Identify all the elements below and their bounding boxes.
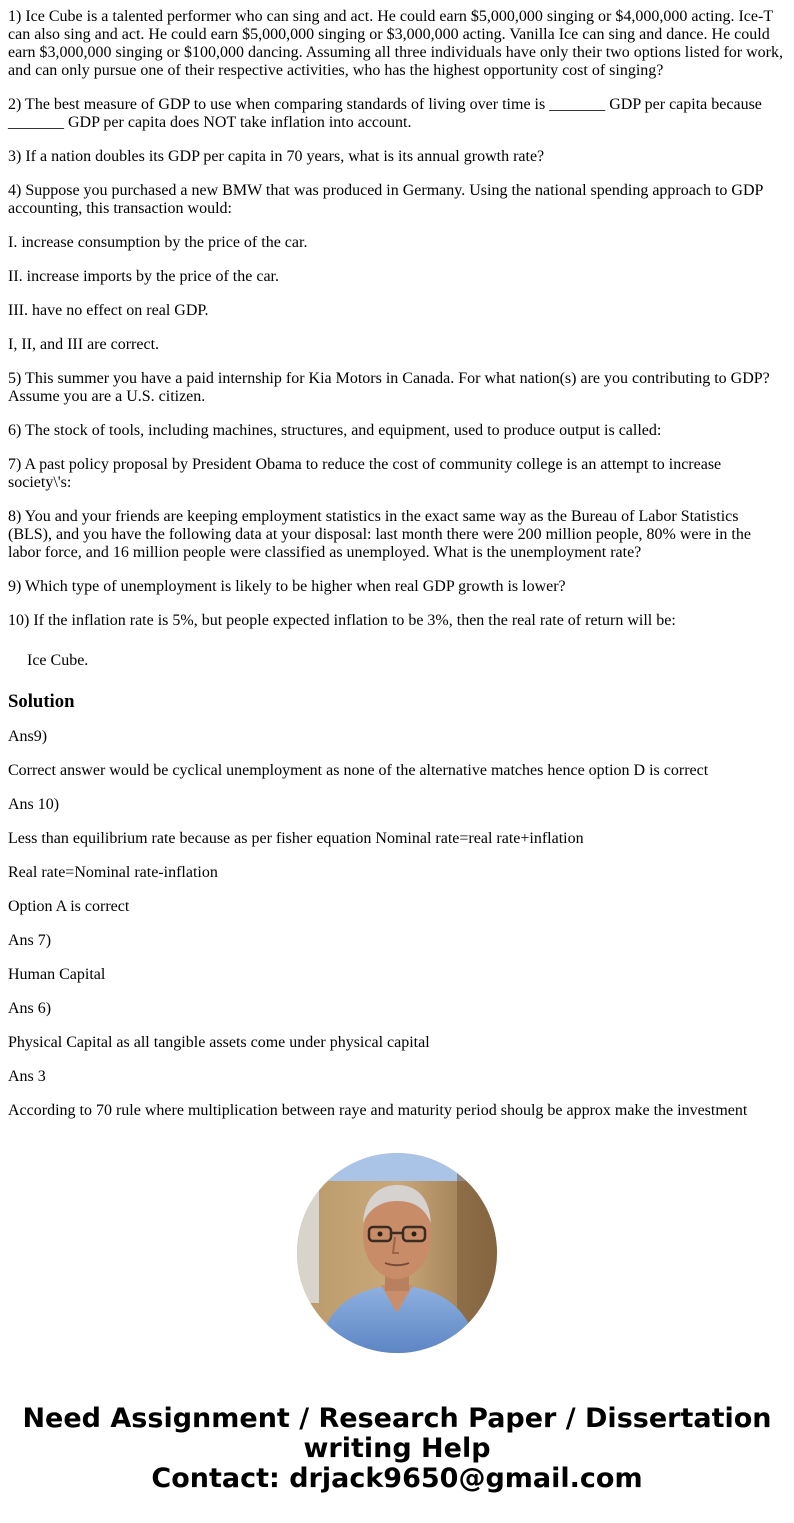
solution-body <box>8 728 786 1120</box>
question-4-statement-1: I. increase consumption by the price of the car. <box>8 234 308 251</box>
answer-10-text: Less than equilibrium rate because as per fisher equation Nominal rate=real rate+inflation <box>8 830 584 847</box>
answer-10-formula: Real rate=Nominal rate-inflation <box>8 864 218 881</box>
question-1: 1) Ice Cube is a talented performer who can sing and act. He could earn $5,000,000 singing or $4,000,000 acting. Ice-T can also sing and act. He could earn $5,000,000 singing or $3,000,000 acting. Vanilla Ice can sing and dance. He could earn $3,000,000 singing or $100,000 dancing. Assuming all three individuals have only their two options listed for work, and can only pursue one of their respective activities, who has the highest opportunity cost of singing? <box>8 8 784 79</box>
question-5: 5) This summer you have a paid internship for Kia Motors in Canada. For what nation(s) are you contributing to GDP? Assume you are a U.S. citizen. <box>8 370 770 405</box>
question-8: 8) You and your friends are keeping employment statistics in the exact same way as the Bureau of Labor Statistics (BLS), and you have the following data at your disposal: last month there were 200 million people, 80% were in the labor force, and 16 million people were classified as unemployed. What is the unemployment rate? <box>8 508 751 561</box>
answer-9-text: Correct answer would be cyclical unemployment as none of the alternative matches hence option D is correct <box>8 762 709 779</box>
answer-10-label: Ans 10) <box>8 796 60 813</box>
answer-3-text: According to 70 rule where multiplication between raye and maturity period shoulg be approx make the investment <box>8 1102 748 1119</box>
answer-3-label: Ans 3 <box>8 1068 46 1085</box>
question-4-statement-2: II. increase imports by the price of the car. <box>8 268 279 285</box>
answer-7-label: Ans 7) <box>8 932 52 949</box>
question-7: 7) A past policy proposal by President Obama to reduce the cost of community college is an attempt to increase society\'s: <box>8 456 722 491</box>
answer-6-text: Physical Capital as all tangible assets come under physical capital <box>8 1034 430 1051</box>
answer-10-option: Option A is correct <box>8 898 130 915</box>
question-list <box>8 8 786 630</box>
answer-6-label: Ans 6) <box>8 1000 52 1017</box>
promo-contact: Contact: drjack9650@gmail.com <box>151 1463 643 1494</box>
question-6: 6) The stock of tools, including machines, structures, and equipment, used to produce output is called: <box>8 422 662 439</box>
question-4-statement-3: III. have no effect on real GDP. <box>8 302 209 319</box>
question-10: 10) If the inflation rate is 5%, but people expected inflation to be 3%, then the real rate of return will be: <box>8 612 676 629</box>
promo-banner <box>0 1404 794 1494</box>
question-2: 2) The best measure of GDP to use when comparing standards of living over time is _______ GDP per capita because _______ GDP per capita does NOT take inflation into account. <box>8 96 762 131</box>
promo-line-1: Need Assignment / Research Paper / Dissertation <box>22 1403 772 1434</box>
person-photo-avatar-icon <box>297 1153 497 1353</box>
solution-heading: Solution <box>8 691 75 712</box>
page-content <box>8 8 786 1136</box>
question-4: 4) Suppose you purchased a new BMW that was produced in Germany. Using the national spending approach to GDP accounting, this transaction would: <box>8 182 763 217</box>
selected-answer-option: Ice Cube. <box>27 652 89 669</box>
avatar <box>297 1153 497 1353</box>
question-3: 3) If a nation doubles its GDP per capita in 70 years, what is its annual growth rate? <box>8 148 545 165</box>
question-9: 9) Which type of unemployment is likely to be higher when real GDP growth is lower? <box>8 578 566 595</box>
question-4-statement-4: I, II, and III are correct. <box>8 336 160 353</box>
promo-line-2: writing Help <box>303 1433 491 1464</box>
answer-9-label: Ans9) <box>8 728 48 745</box>
answer-7-text: Human Capital <box>8 966 106 983</box>
